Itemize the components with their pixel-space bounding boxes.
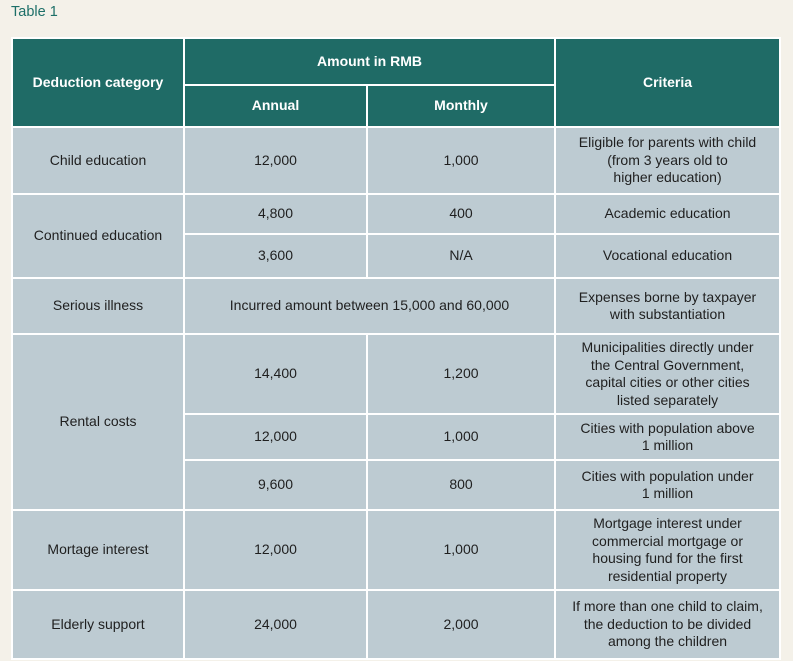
- monthly-cell: 400: [367, 194, 555, 234]
- annual-cell: 9,600: [184, 460, 367, 510]
- criteria-line: listed separately: [616, 391, 719, 408]
- header-criteria: Criteria: [555, 38, 780, 127]
- category-cell: Child education: [12, 127, 184, 194]
- criteria-cell: [555, 414, 780, 460]
- criteria-line: with substantiation: [609, 306, 726, 322]
- deduction-table: [11, 37, 781, 660]
- criteria-cell: [555, 590, 780, 659]
- table-row: [12, 590, 780, 659]
- category-cell: Rental costs: [12, 334, 184, 510]
- criteria-line: higher education): [613, 169, 722, 186]
- table-row: [12, 127, 780, 194]
- header-amount-in-rmb: Amount in RMB: [184, 38, 555, 85]
- monthly-cell: 1,000: [367, 414, 555, 460]
- criteria-line: Cities with population above: [580, 419, 755, 436]
- header-annual: Annual: [184, 85, 367, 127]
- criteria-line: (from 3 years old to: [607, 151, 728, 168]
- monthly-cell: 1,000: [367, 510, 555, 590]
- criteria-cell: Academic education: [555, 194, 780, 234]
- criteria-line: the deduction to be divided: [583, 615, 752, 632]
- criteria-line: capital cities or other cities: [585, 374, 750, 390]
- annual-cell: 14,400: [184, 334, 367, 414]
- table-caption: Table 1: [11, 4, 58, 20]
- criteria-cell: [555, 460, 780, 510]
- category-cell: Mortage interest: [12, 510, 184, 590]
- criteria-line: Mortgage interest under: [593, 515, 742, 531]
- table-row: [12, 510, 780, 590]
- criteria-line: commercial mortgage or: [592, 532, 743, 549]
- monthly-cell: N/A: [367, 234, 555, 278]
- header-deduction-category: Deduction category: [12, 38, 184, 127]
- category-cell: Serious illness: [12, 278, 184, 334]
- annual-cell: 3,600: [184, 234, 367, 278]
- criteria-line: among the children: [607, 633, 728, 650]
- criteria-line: 1 million: [641, 485, 694, 501]
- criteria-line: Expenses borne by taxpayer: [578, 288, 757, 305]
- criteria-line: Cities with population under: [581, 467, 754, 484]
- criteria-line: If more than one child to claim,: [572, 598, 763, 615]
- criteria-line: residential property: [607, 567, 728, 584]
- criteria-line: housing fund for the first: [592, 550, 743, 566]
- category-cell: Elderly support: [12, 590, 184, 659]
- annual-cell: 12,000: [184, 414, 367, 460]
- monthly-cell: 800: [367, 460, 555, 510]
- annual-cell: 24,000: [184, 590, 367, 659]
- criteria-line: Municipalities directly under: [581, 339, 754, 355]
- criteria-cell: [555, 510, 780, 590]
- monthly-cell: 1,200: [367, 334, 555, 414]
- category-cell: Continued education: [12, 194, 184, 278]
- table-row: [12, 194, 780, 234]
- criteria-cell: [555, 127, 780, 194]
- annual-cell: 4,800: [184, 194, 367, 234]
- criteria-cell: [555, 278, 780, 334]
- amount-cell: Incurred amount between 15,000 and 60,000: [184, 278, 555, 334]
- criteria-line: the Central Government,: [590, 356, 745, 373]
- criteria-line: 1 million: [641, 437, 694, 453]
- annual-cell: 12,000: [184, 127, 367, 194]
- criteria-line: Eligible for parents with child: [578, 134, 757, 151]
- table-row: [12, 334, 780, 414]
- criteria-cell: Vocational education: [555, 234, 780, 278]
- monthly-cell: 1,000: [367, 127, 555, 194]
- table-row: [12, 278, 780, 334]
- annual-cell: 12,000: [184, 510, 367, 590]
- header-monthly: Monthly: [367, 85, 555, 127]
- criteria-cell: [555, 334, 780, 414]
- monthly-cell: 2,000: [367, 590, 555, 659]
